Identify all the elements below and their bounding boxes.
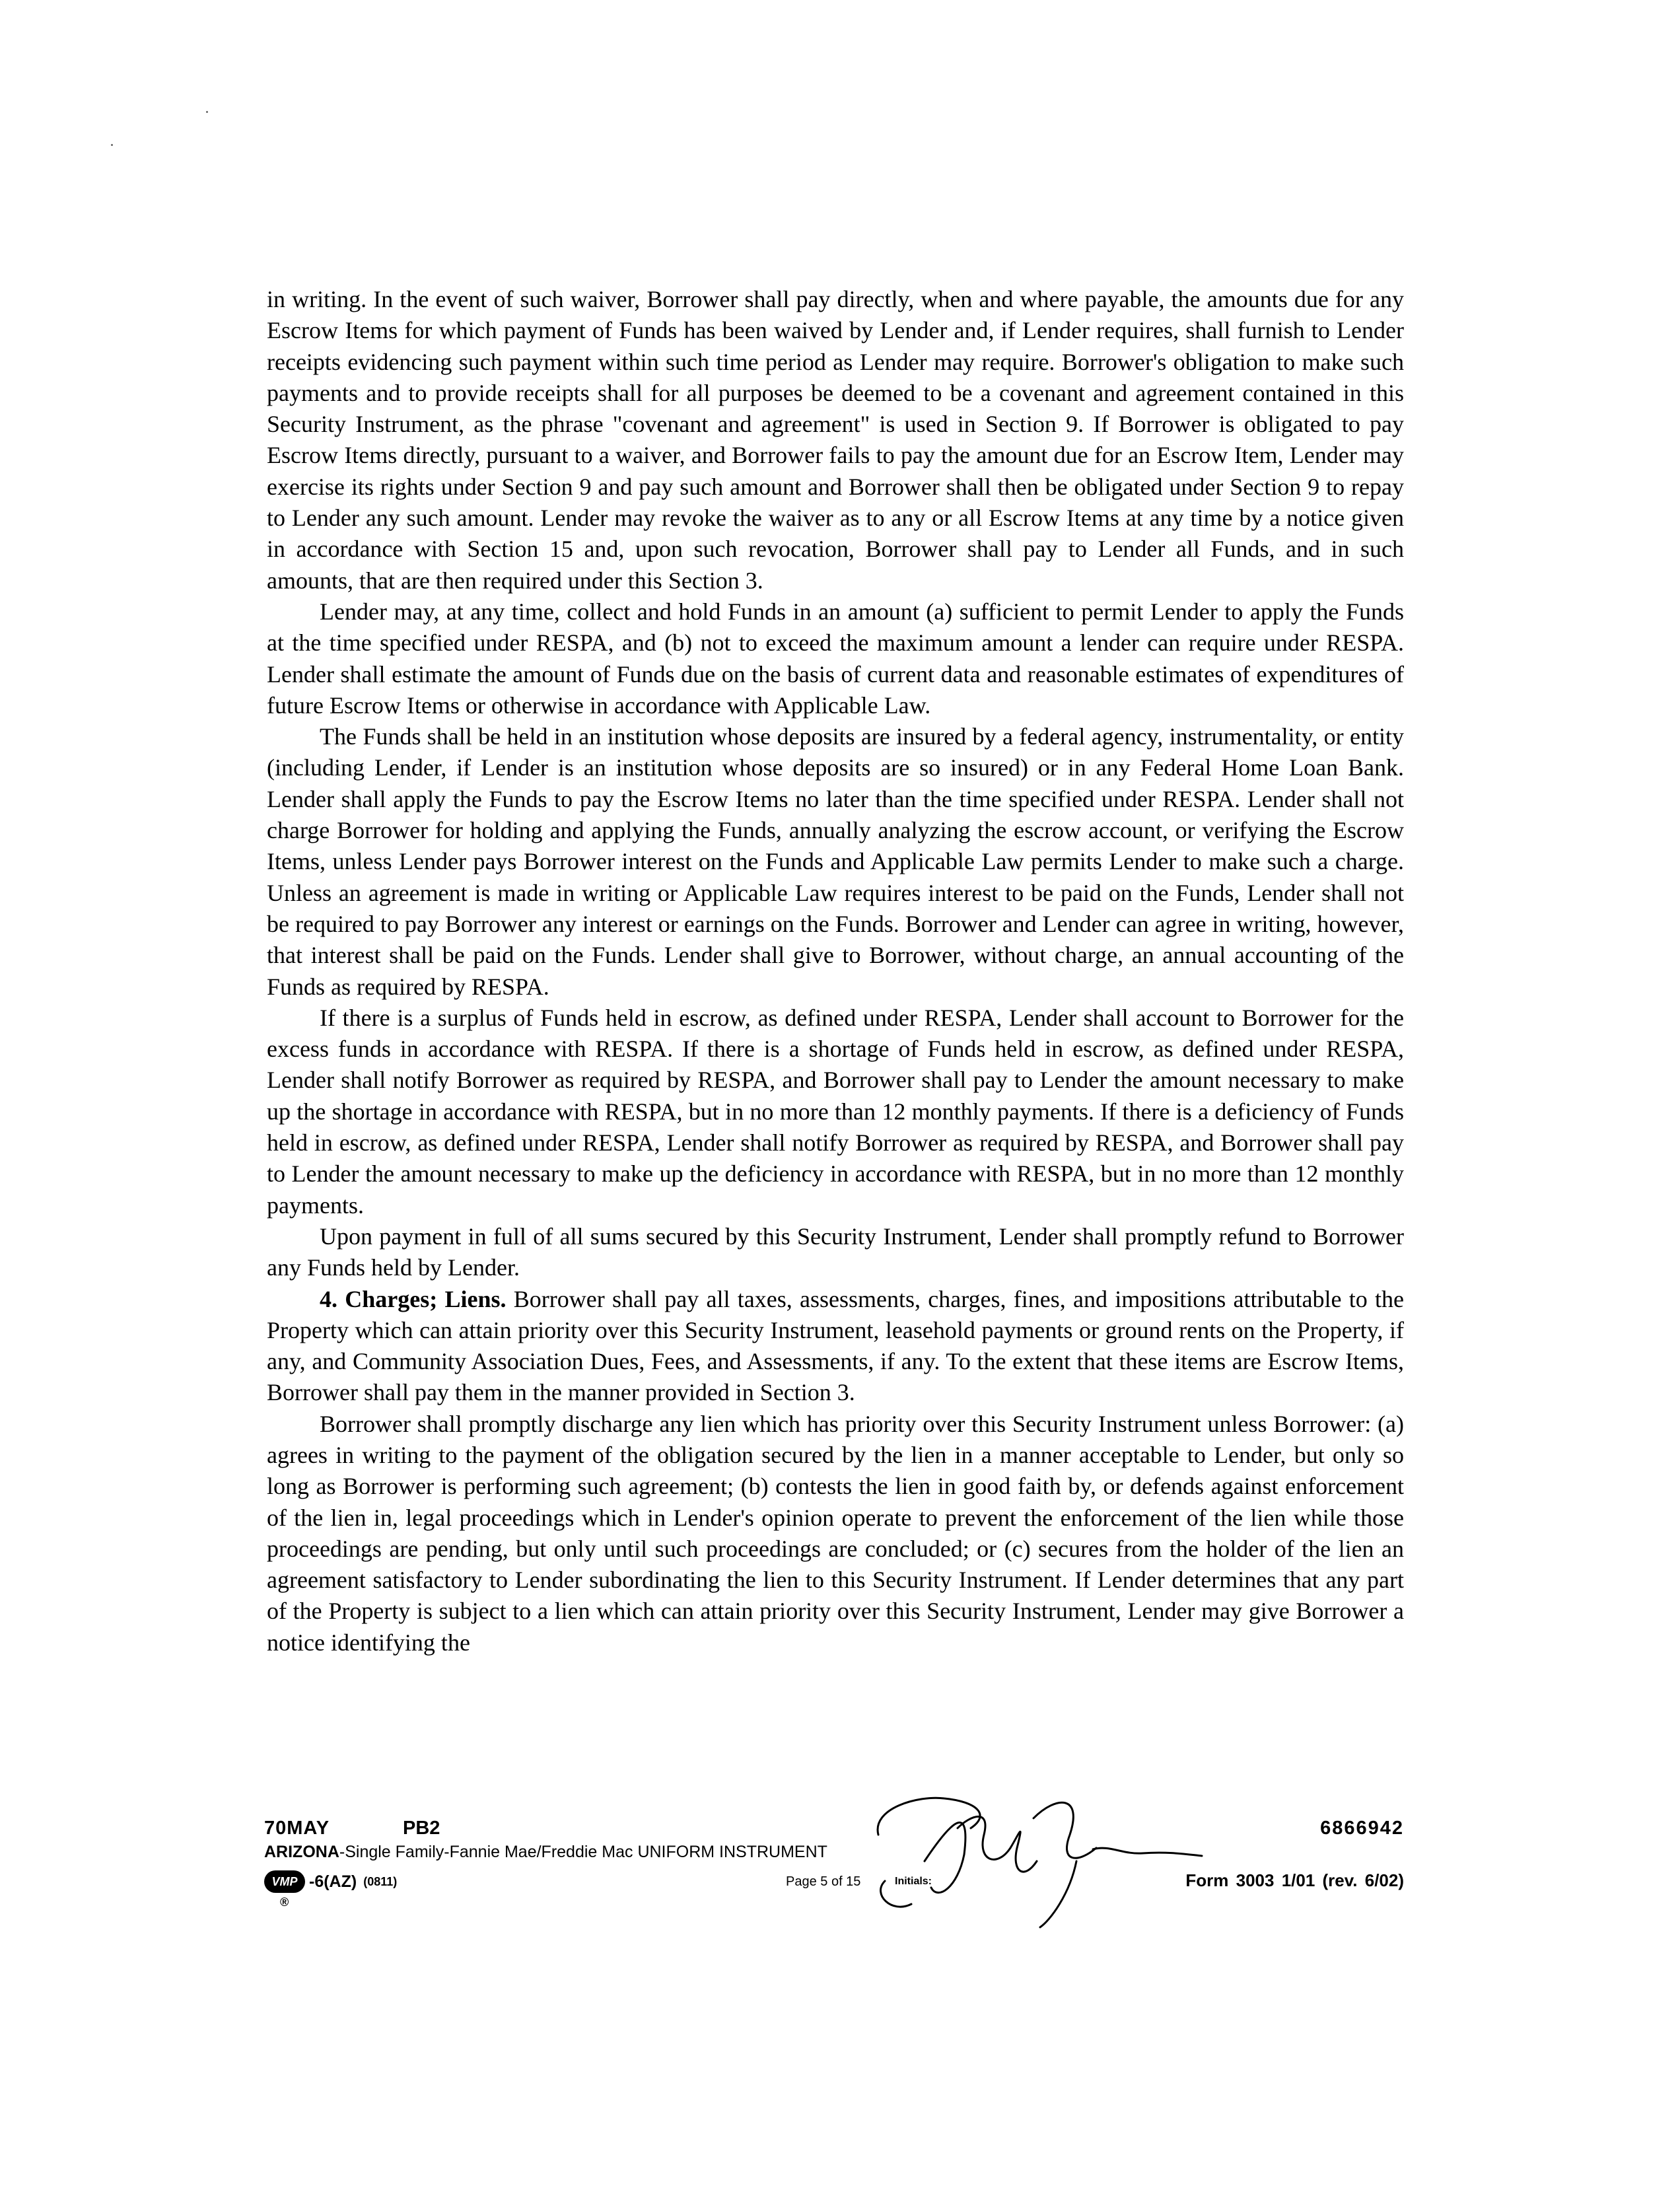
- form-code: -6(AZ): [309, 1872, 357, 1891]
- paragraph-refund: Upon payment in full of all sums secured by this Security Instrument, Lender shall promptly refund to Borrower any Funds held by Lender.: [267, 1223, 1404, 1281]
- paragraph-section-4: [267, 1284, 1404, 1409]
- document-body: [267, 284, 1404, 1658]
- form-title: [264, 1843, 827, 1862]
- vmp-logo-text: VMP: [271, 1874, 298, 1888]
- vmp-row: [264, 1865, 398, 1909]
- paragraph-funds-collection: Lender may, at any time, collect and hold Funds in an amount (a) sufficient to permit Lender to apply the Funds at the time specified under RESPA, and (b) not to exceed the maximum amount a lender can require under RESPA. Lender shall estimate the amount of Funds due on the basis of current data and reasonable estimates of expenditures of future Escrow Items or otherwise in accordance with Applicable Law.: [267, 598, 1404, 719]
- form-footer: [264, 1818, 1404, 1910]
- section-4-text: Borrower shall pay all taxes, assessments, charges, fines, and impositions attributable to the Property which can attain priority over this Security Instrument, leasehold payments or ground rents on the Property, if any, and Community Association Dues, Fees, and Assessments, if any. To the extent that these items are Escrow Items, Borrower shall pay them in the manner provided in Section 3.: [267, 1285, 1404, 1406]
- registered-mark: ®: [280, 1896, 289, 1909]
- form-number: Form 3003 1/01 (rev. 6/02): [1185, 1870, 1404, 1890]
- paragraph-funds-holding: The Funds shall be held in an institution whose deposits are insured by a federal agency, instrumentality, or entity (including Lender, if Lender is an institution whose deposits are so insured) or in any Federal Home Loan Bank. Lender shall apply the Funds to pay the Escrow Items no later than the time specified under RESPA. Lender shall not charge Borrower for holding and applying the Funds, annually analyzing the escrow account, or verifying the Escrow Items, unless Lender pays Borrower interest on the Funds and Applicable Law permits Lender to make such a charge. Unless an agreement is made in writing or Applicable Law requires interest to be paid on the Funds, Lender shall not be required to pay Borrower any interest or earnings on the Funds. Borrower and Lender can agree in writing, however, that interest shall be paid on the Funds. Lender shall give to Borrower, without charge, an annual accounting of the Funds as required by RESPA.: [267, 723, 1404, 1000]
- footer-code-left: 70MAY: [264, 1818, 330, 1839]
- paragraph-lien-discharge: Borrower shall promptly discharge any lien which has priority over this Security Instrument unless Borrower: (a) agrees in writing to the payment of the obligation secured by the lien in a manner acceptable to Lender, but only so long as Borrower is performing such agreement; (b) contests the lien in good faith by, or defends against enforcement of the lien in, legal proceedings which in Lender's opinion operate to prevent the enforcement of the lien while those proceedings are pending, but only until such proceedings are concluded; or (c) secures from the holder of the lien an agreement satisfactory to Lender subordinating the lien to this Security Instrument. If Lender determines that any part of the Property is subject to a lien which can attain priority over this Security Instrument, Lender may give Borrower a notice identifying the: [267, 1410, 1404, 1656]
- form-date: (0811): [363, 1874, 398, 1888]
- paragraph-escrow-waiver: in writing. In the event of such waiver, Borrower shall pay directly, when and where payable, the amounts due for any Escrow Items for which payment of Funds has been waived by Lender and, if Lender requires, shall furnish to Lender receipts evidencing such payment within such time period as Lender may require. Borrower's obligation to make such payments and to provide receipts shall for all purposes be deemed to be a covenant and agreement contained in this Security Instrument, as the phrase "covenant and agreement" is used in Section 9. If Borrower is obligated to pay Escrow Items directly, pursuant to a waiver, and Borrower fails to pay the amount due for an Escrow Item, Lender may exercise its rights under Section 9 and pay such amount and Borrower shall then be obligated under Section 9 to repay to Lender any such amount. Lender may revoke the waiver as to any or all Escrow Items at any time by a notice given in accordance with Section 15 and, upon such revocation, Borrower shall pay to Lender all Funds, and in such amounts, that are then required under this Section 3.: [267, 286, 1404, 594]
- page-number: Page 5 of 15: [786, 1874, 861, 1889]
- scan-speck: [206, 111, 208, 113]
- footer-code-mid: PB2: [403, 1818, 440, 1839]
- initials-label: Initials:: [895, 1876, 932, 1887]
- form-state: ARIZONA: [264, 1843, 339, 1861]
- vmp-logo: [264, 1870, 305, 1909]
- paragraph-surplus-shortage: If there is a surplus of Funds held in escrow, as defined under RESPA, Lender shall account to Borrower for the excess funds in accordance with RESPA. If there is a shortage of Funds held in escrow, as defined under RESPA, Lender shall notify Borrower as required by RESPA, and Borrower shall pay to Lender the amount necessary to make up the shortage in accordance with RESPA, but in no more than 12 monthly payments. If there is a deficiency of Funds held in escrow, as defined under RESPA, Lender shall notify Borrower as required by RESPA, and Borrower shall pay to Lender the amount necessary to make up the deficiency in accordance with RESPA, but in no more than 12 monthly payments.: [267, 1004, 1404, 1219]
- loan-number: 6866942: [1320, 1818, 1404, 1839]
- section-4-heading: 4. Charges; Liens.: [320, 1285, 507, 1312]
- scan-speck: [111, 144, 113, 146]
- form-title-rest: -Single Family-Fannie Mae/Freddie Mac UNIFORM INSTRUMENT: [339, 1843, 827, 1861]
